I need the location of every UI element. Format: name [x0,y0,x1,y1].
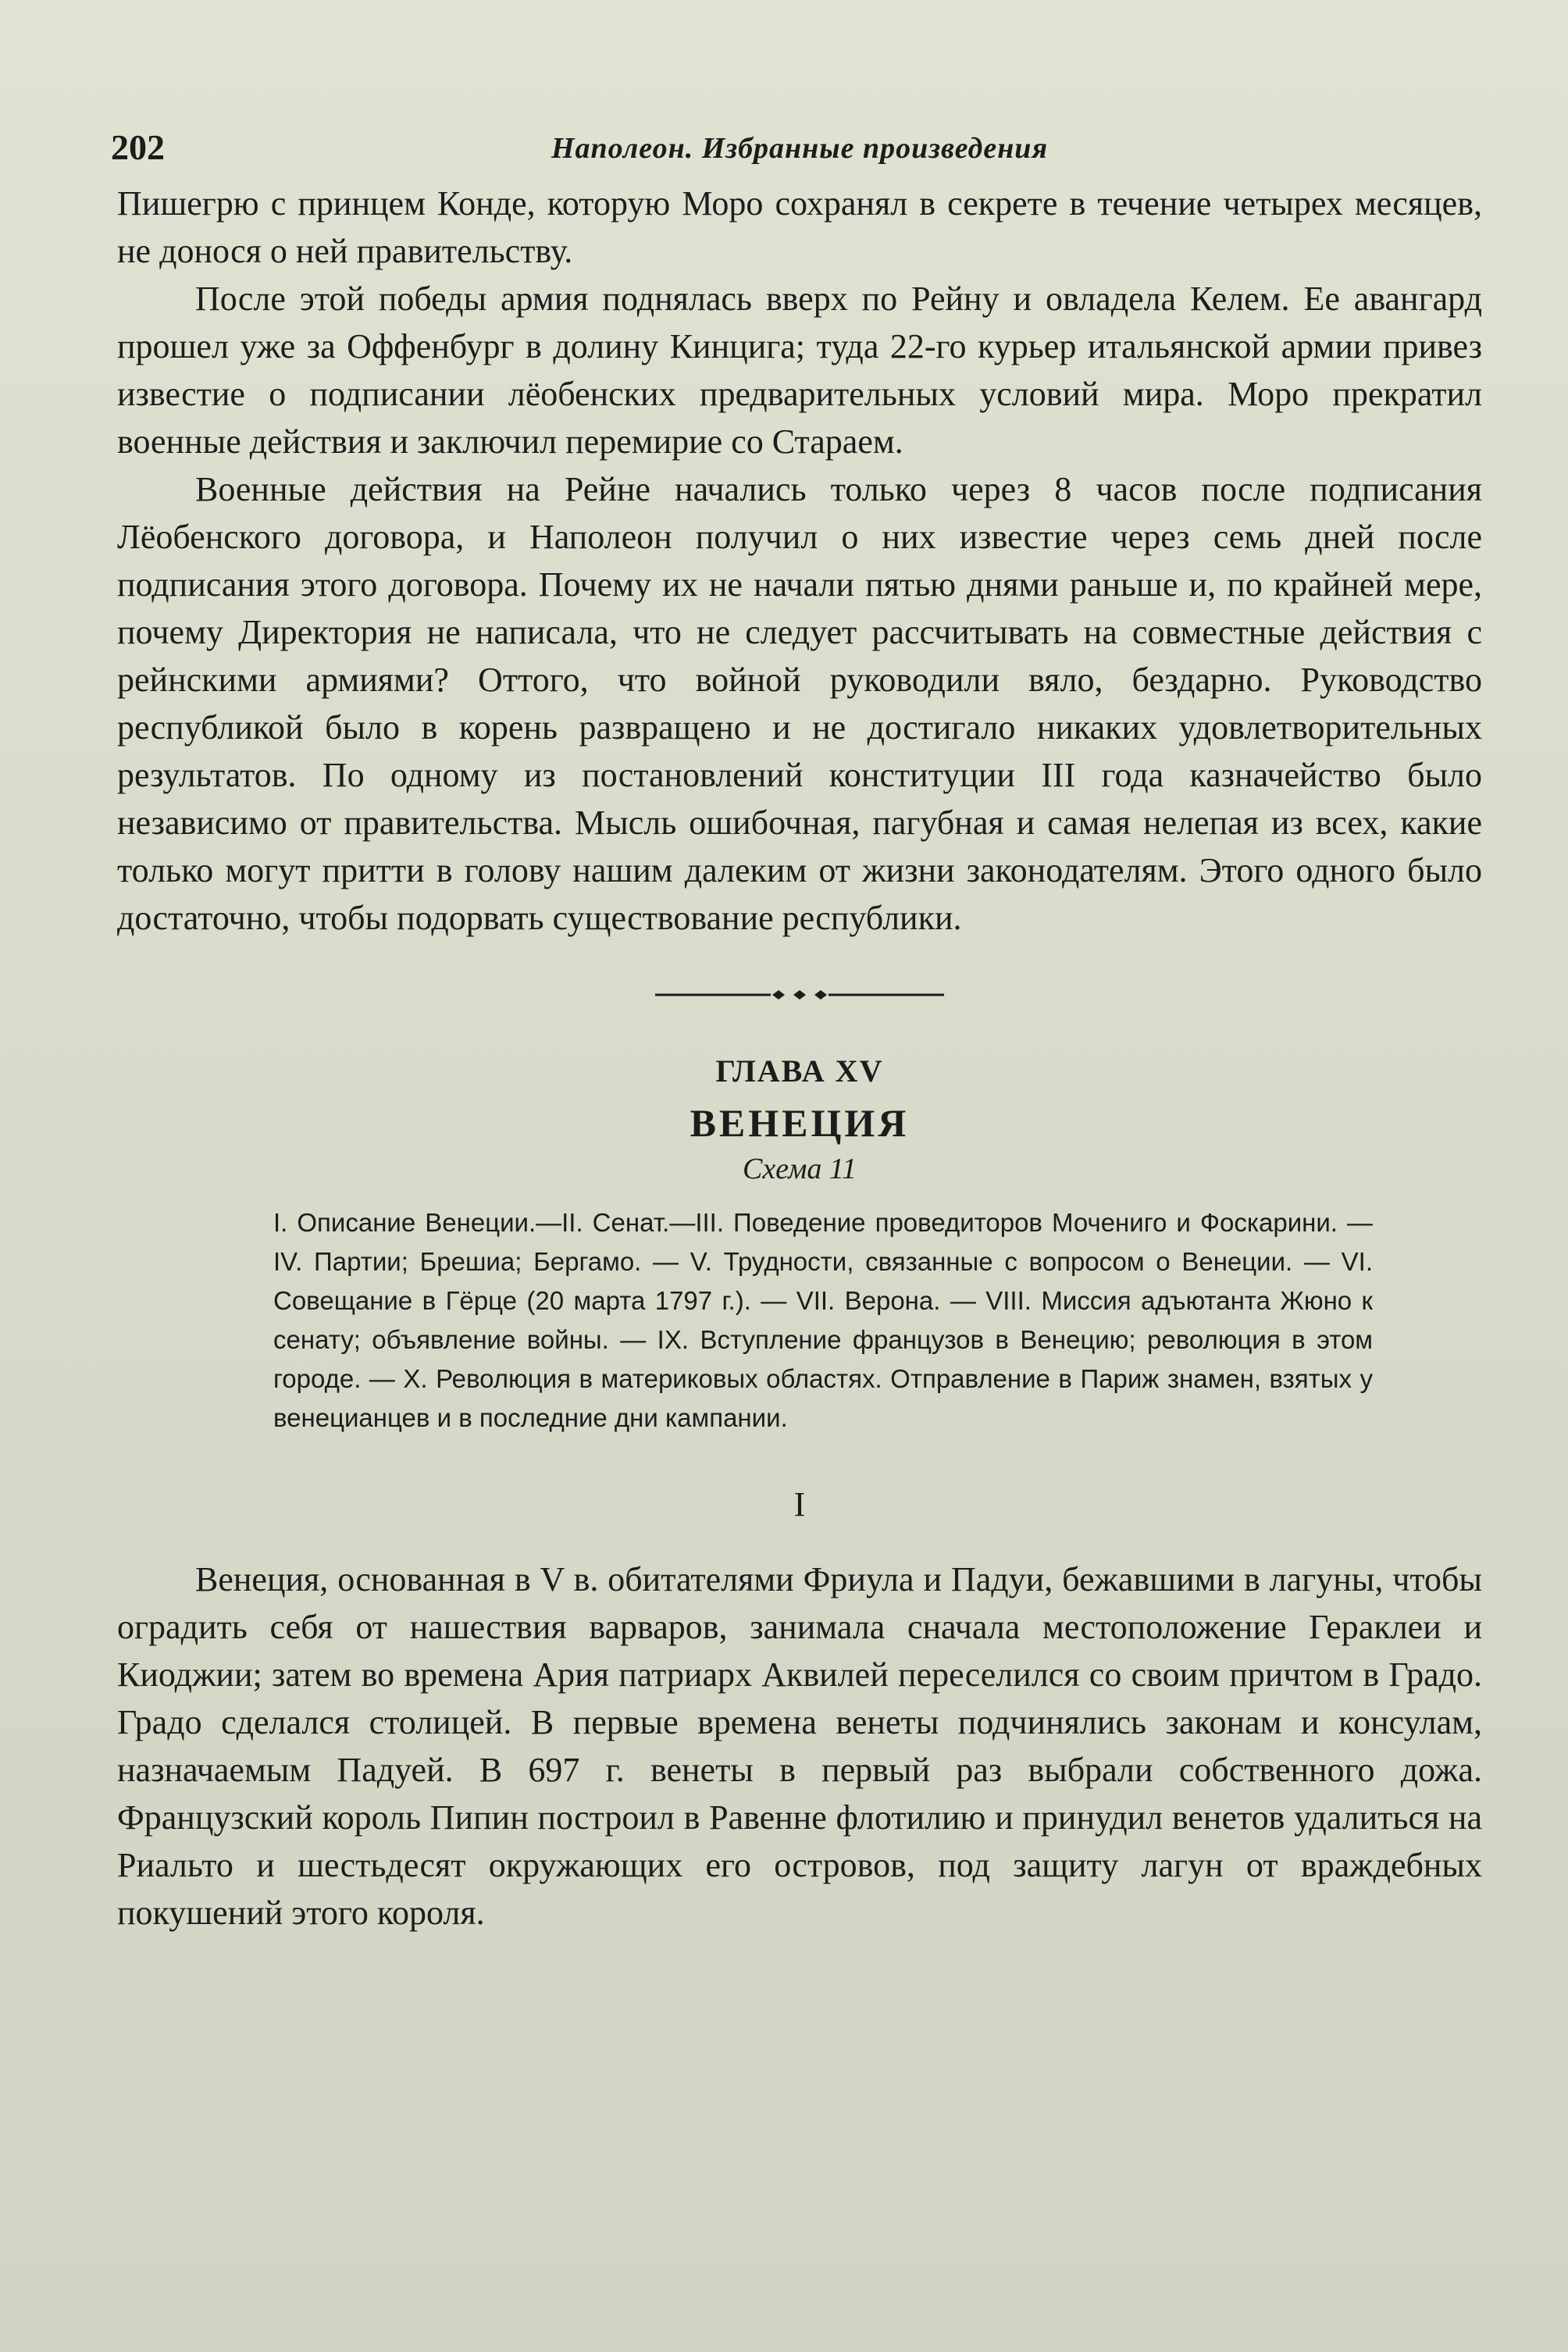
section-paragraph-1: Венеция, основанная в V в. обитателями Фриула и Падуи, бежавшими в лагуны, чтобы оградить себя от нашествия варваров, занимала сначала местоположение Гераклеи и Киоджии; затем во времена Ария патриарх Аквилей переселился со своим причтом в Градо. Градо сделался столицей. В первые времена венеты подчинялись законам и консулам, назначаемым Падуей. В 697 г. венеты в первый раз выбрали собственного дожа. Французский король Пипин построил в Равенне флотилию и принудил венетов удалиться на Риальто и шестьдесят окружающих его островов, под защиту лагун от враждебных покушений этого короля. [117,1560,1482,1932]
section-number: I [793,1485,806,1523]
section-body [117,1556,1482,1937]
running-head [111,117,1482,180]
chapter-scheme-reference: Схема 11 [742,1153,857,1185]
page-number: 202 [111,127,165,167]
chapter-title: ВЕНЕЦИЯ [690,1101,910,1145]
chapter-summary [273,1203,1373,1438]
paragraph-2: После этой победы армия поднялась вверх по Рейну и овладела Келем. Ее авангард прошел уже за Оффенбург в долину Кинцига; туда 22-го курьер итальянской армии привез известие о подписании лёобенских предварительных условий мира. Моро прекратил военные действия и заключил перемирие со Стараем. [117,280,1482,461]
divider-ornament-icon [655,979,944,1010]
running-title: Наполеон. Избранные произведения [551,132,1049,165]
paragraph-1: Пишегрю с принцем Конде, которую Моро сохранял в секрете в течение четырех месяцев, не донося о ней правительству. [117,184,1482,270]
chapter-summary-text: I. Описание Венеции.—II. Сенат.—III. Поведение проведиторов Мочениго и Фоскарини. — IV. Партии; Брешиа; Бергамо. — V. Трудности, связанные с вопросом о Венеции. — VI. Совещание в Гёрце (20 марта 1797 г.). — VII. Верона. — VIII. Миссия адъютанта Жюно к сенату; объявление войны. — IX. Вступление французов в Венецию; революция в этом городе. — X. Революция в материковых областях. Отправление в Париж знамен, взятых у венецианцев и в последние дни кампании. [273,1208,1373,1432]
chapter-continuation [117,180,1482,942]
chapter-label: ГЛАВА XV [715,1053,884,1089]
paragraph-3: Военные действия на Рейне начались только через 8 часов после подписания Лёобенского договора, и Наполеон получил о них известие через семь дней после подписания этого договора. Почему их не начали пятью днями раньше и, по крайней мере, почему Директория не написала, что не следует рассчитывать на совместные действия с рейнскими армиями? Оттого, что войной руководили вяло, бездарно. Руководство республикой было в корень развращено и не достигало никаких удовлетворительных результатов. По одному из постановлений конституции III года казначейство было независимо от правительства. Мысль ошибочная, пагубная и самая нелепая из всех, какие только могут притти в голову нашим далеким от жизни законодателям. Этого одного было достаточно, чтобы подорвать существование республики. [117,470,1482,937]
section-divider-ornament [655,979,944,1010]
